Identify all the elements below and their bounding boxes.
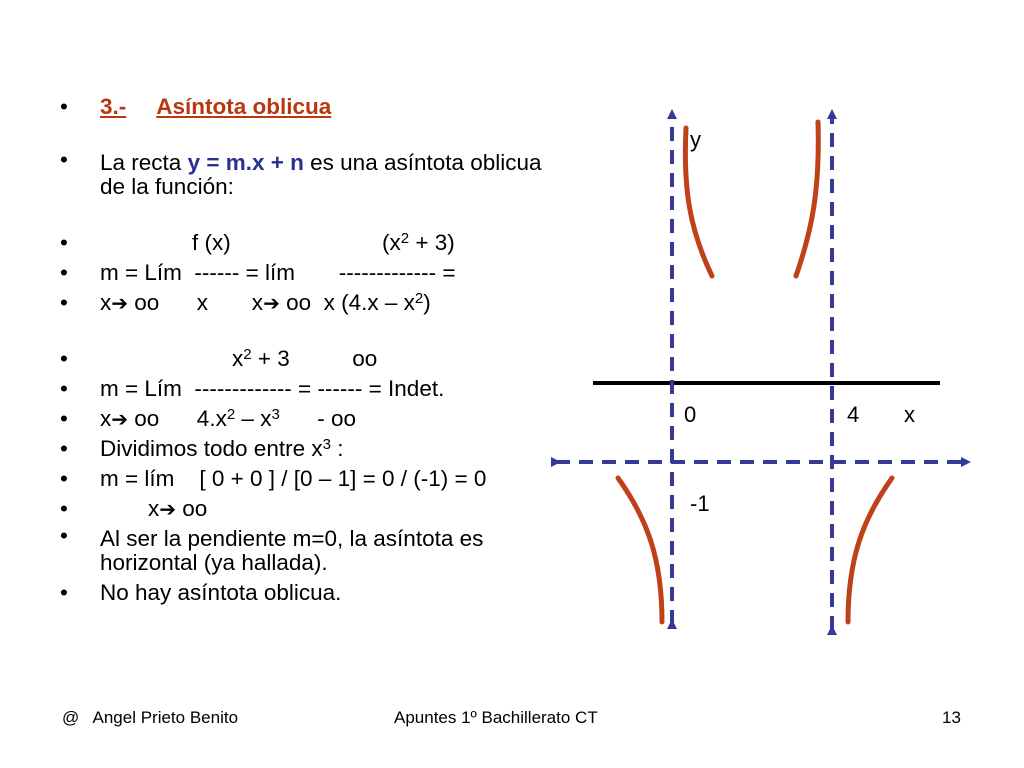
footer-page-number: 13 [942, 708, 961, 727]
limit1-expression: m = Lím ------ = lím ------------- = [100, 260, 456, 285]
graph-label-four: 4 [847, 402, 860, 427]
limit3-under-line: • x➔ oo [56, 494, 556, 524]
limit2-under-exp2: 3 [271, 406, 280, 423]
arrow-icon: ➔ [111, 407, 129, 431]
limit2-under-tail: - oo [279, 406, 357, 431]
graph-label-minus-one: -1 [690, 491, 710, 516]
limit1-under-line: • x➔ oo x x➔ oo x $(4.x - x^2)$ [56, 288, 556, 318]
limit1-numerator-left: f (x) [192, 230, 231, 255]
title-number: 3.- [100, 94, 127, 119]
limit1-numerator-right-tail: + 3) [409, 230, 455, 255]
limit2-under-mid: – x [235, 406, 272, 431]
limit1-numerator-right-exp: 2 [400, 230, 410, 247]
definition-suffix: es una asíntota oblicua de la función: [100, 150, 542, 199]
limit2-numerator-exp: 2 [243, 346, 252, 363]
definition-prefix: La recta [100, 150, 182, 175]
final-text: No hay asíntota oblicua. [100, 580, 342, 605]
limit2-under-left: oo 4.x [128, 406, 227, 431]
footer-course: Apuntes 1º Bachillerato CT [394, 708, 598, 727]
limit2-numerator-base: x [232, 346, 244, 371]
curve-lower-left [618, 478, 662, 622]
limit3-expression: m = lím [ 0 + 0 ] / [0 – 1] = 0 / (-1) = 0 [100, 466, 487, 491]
conclusion-text: Al ser la pendiente m=0, la asíntota es horizontal (ya hallada). [100, 526, 484, 575]
title-name: Asíntota oblicua [156, 94, 332, 119]
limit2-expression: m = Lím ------------- = ------ = Indet. [100, 376, 445, 401]
curve-upper-right [796, 122, 818, 276]
graph-label-x: x [904, 402, 915, 427]
limit1-under-right-tail: ) [423, 290, 431, 315]
footer-author: @ Angel Prieto Benito [62, 708, 239, 727]
arrow-icon: ➔ [111, 291, 129, 315]
limit1-under-left: oo x x [128, 290, 264, 315]
limit1-under-right-exp: 2 [414, 290, 424, 307]
graph-label-y: y [690, 127, 701, 152]
arrow-icon: ➔ [263, 291, 280, 315]
arrow-icon: ➔ [159, 497, 177, 521]
limit1-under-right: oo x (4.x – x [279, 290, 415, 315]
graph-label-zero: 0 [684, 402, 697, 427]
limit2-numerator-tail: + 3 oo [251, 346, 378, 371]
limit1-numerator-right-base: (x [382, 230, 401, 255]
divide-tail: : [330, 436, 344, 461]
curve-lower-right [848, 478, 892, 622]
divide-text: Dividimos todo entre x [100, 436, 323, 461]
definition-equation: y = m.x + n [187, 150, 304, 175]
limit2-under-exp1: 2 [226, 406, 236, 423]
divide-exp: 3 [322, 436, 331, 453]
limit2-under-line: • x➔ oo $4.x^2 - x^3$ - oo [56, 404, 556, 434]
limit3-under: oo [176, 496, 208, 521]
